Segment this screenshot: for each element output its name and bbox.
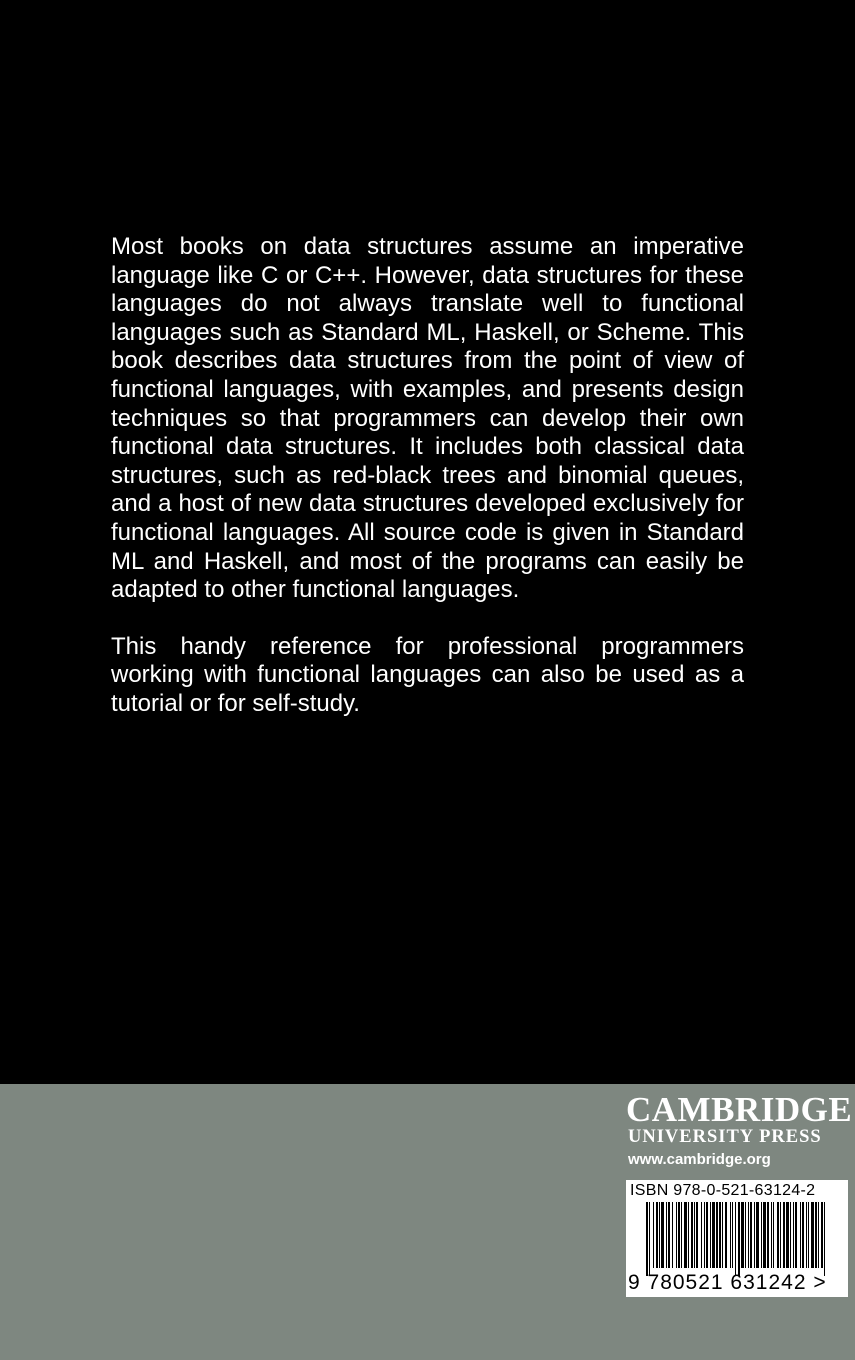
barcode-bar: [704, 1202, 705, 1268]
barcode-bar: [756, 1202, 759, 1268]
barcode-bar: [706, 1202, 708, 1268]
publisher-logo-subtitle: UNIVERSITY PRESS: [628, 1127, 822, 1147]
barcode-bar: [672, 1202, 673, 1268]
barcode-bar: [653, 1202, 654, 1268]
barcode-bar: [661, 1202, 664, 1268]
publisher-logo-name: CAMBRIDGE: [626, 1090, 853, 1129]
barcode-bar: [738, 1202, 740, 1276]
barcode-bar: [815, 1202, 817, 1268]
barcode-bar: [656, 1202, 658, 1268]
barcode-bar: [793, 1202, 794, 1268]
barcode-bar: [800, 1202, 801, 1268]
barcode-bar: [777, 1202, 779, 1268]
barcode-bar: [754, 1202, 755, 1268]
barcode-bar: [649, 1202, 650, 1276]
barcode-digits: 9 780521 631242 >: [628, 1271, 827, 1294]
barcode-bar: [808, 1202, 809, 1268]
barcode-bar: [761, 1202, 762, 1268]
barcode-bar: [806, 1202, 807, 1268]
barcode-bar: [712, 1202, 715, 1268]
barcode-bar: [802, 1202, 804, 1268]
barcode-bar: [716, 1202, 718, 1268]
barcode-bar: [722, 1202, 723, 1268]
barcode-bar: [786, 1202, 789, 1268]
barcode-bar: [795, 1202, 797, 1268]
barcode-bar: [678, 1202, 680, 1268]
barcode-bar: [783, 1202, 785, 1268]
barcode-bar: [666, 1202, 667, 1268]
barcode-bar: [750, 1202, 752, 1268]
barcode-bar: [730, 1202, 731, 1268]
back-cover-blurb: [111, 233, 744, 747]
barcode-bar: [748, 1202, 749, 1268]
barcode-bar: [741, 1202, 744, 1268]
barcode-bar: [694, 1202, 695, 1268]
barcode-bar: [701, 1202, 702, 1268]
blurb-paragraph-1: Most books on data structures assume an imperative language like C or C++. However, data structures for these languages do not always translate well to functional languages such as Standard ML, Haskell, or Scheme. This book describes data structures from the point of view of functional languages, with examples, and presents design techniques so that programmers can develop their own functional data structures. It includes both classical data structures, such as red-black trees and binomial queues, and a host of new data structures developed exclusively for functional languages. All source code is given in Standard ML and Haskell, and most of the programs can easily be adapted to other functional languages.: [111, 233, 744, 604]
publisher-website: www.cambridge.org: [628, 1151, 771, 1168]
barcode-bar: [696, 1202, 698, 1268]
barcode-bar: [688, 1202, 689, 1268]
barcode-bar: [732, 1202, 733, 1268]
isbn-barcode: [626, 1180, 848, 1297]
barcode-bar: [676, 1202, 677, 1268]
barcode-bar: [725, 1202, 727, 1268]
barcode-bar: [763, 1202, 766, 1268]
barcode-bar: [668, 1202, 670, 1268]
barcode-bar: [691, 1202, 693, 1268]
barcode-bar: [824, 1202, 825, 1276]
barcode-bar: [790, 1202, 791, 1268]
barcode-bar: [646, 1202, 648, 1276]
barcode-bar: [735, 1202, 736, 1276]
isbn-label: ISBN 978-0-521-63124-2: [630, 1182, 816, 1199]
barcode-bar: [681, 1202, 682, 1268]
barcode-bar: [767, 1202, 769, 1268]
barcode-bar: [821, 1202, 823, 1268]
barcode-bar: [745, 1202, 746, 1268]
barcode-bar: [780, 1202, 781, 1268]
barcode-bar: [771, 1202, 772, 1268]
barcode-bar: [811, 1202, 814, 1268]
barcode-bar: [684, 1202, 687, 1268]
barcode-bar: [773, 1202, 774, 1268]
barcode-bar: [818, 1202, 819, 1268]
barcode-bar: [659, 1202, 660, 1268]
barcode-bar: [719, 1202, 721, 1268]
blurb-paragraph-2: This handy reference for professional programmers working with functional languages can also be used as a tutorial or for self-study.: [111, 632, 744, 717]
barcode-bar: [710, 1202, 711, 1268]
